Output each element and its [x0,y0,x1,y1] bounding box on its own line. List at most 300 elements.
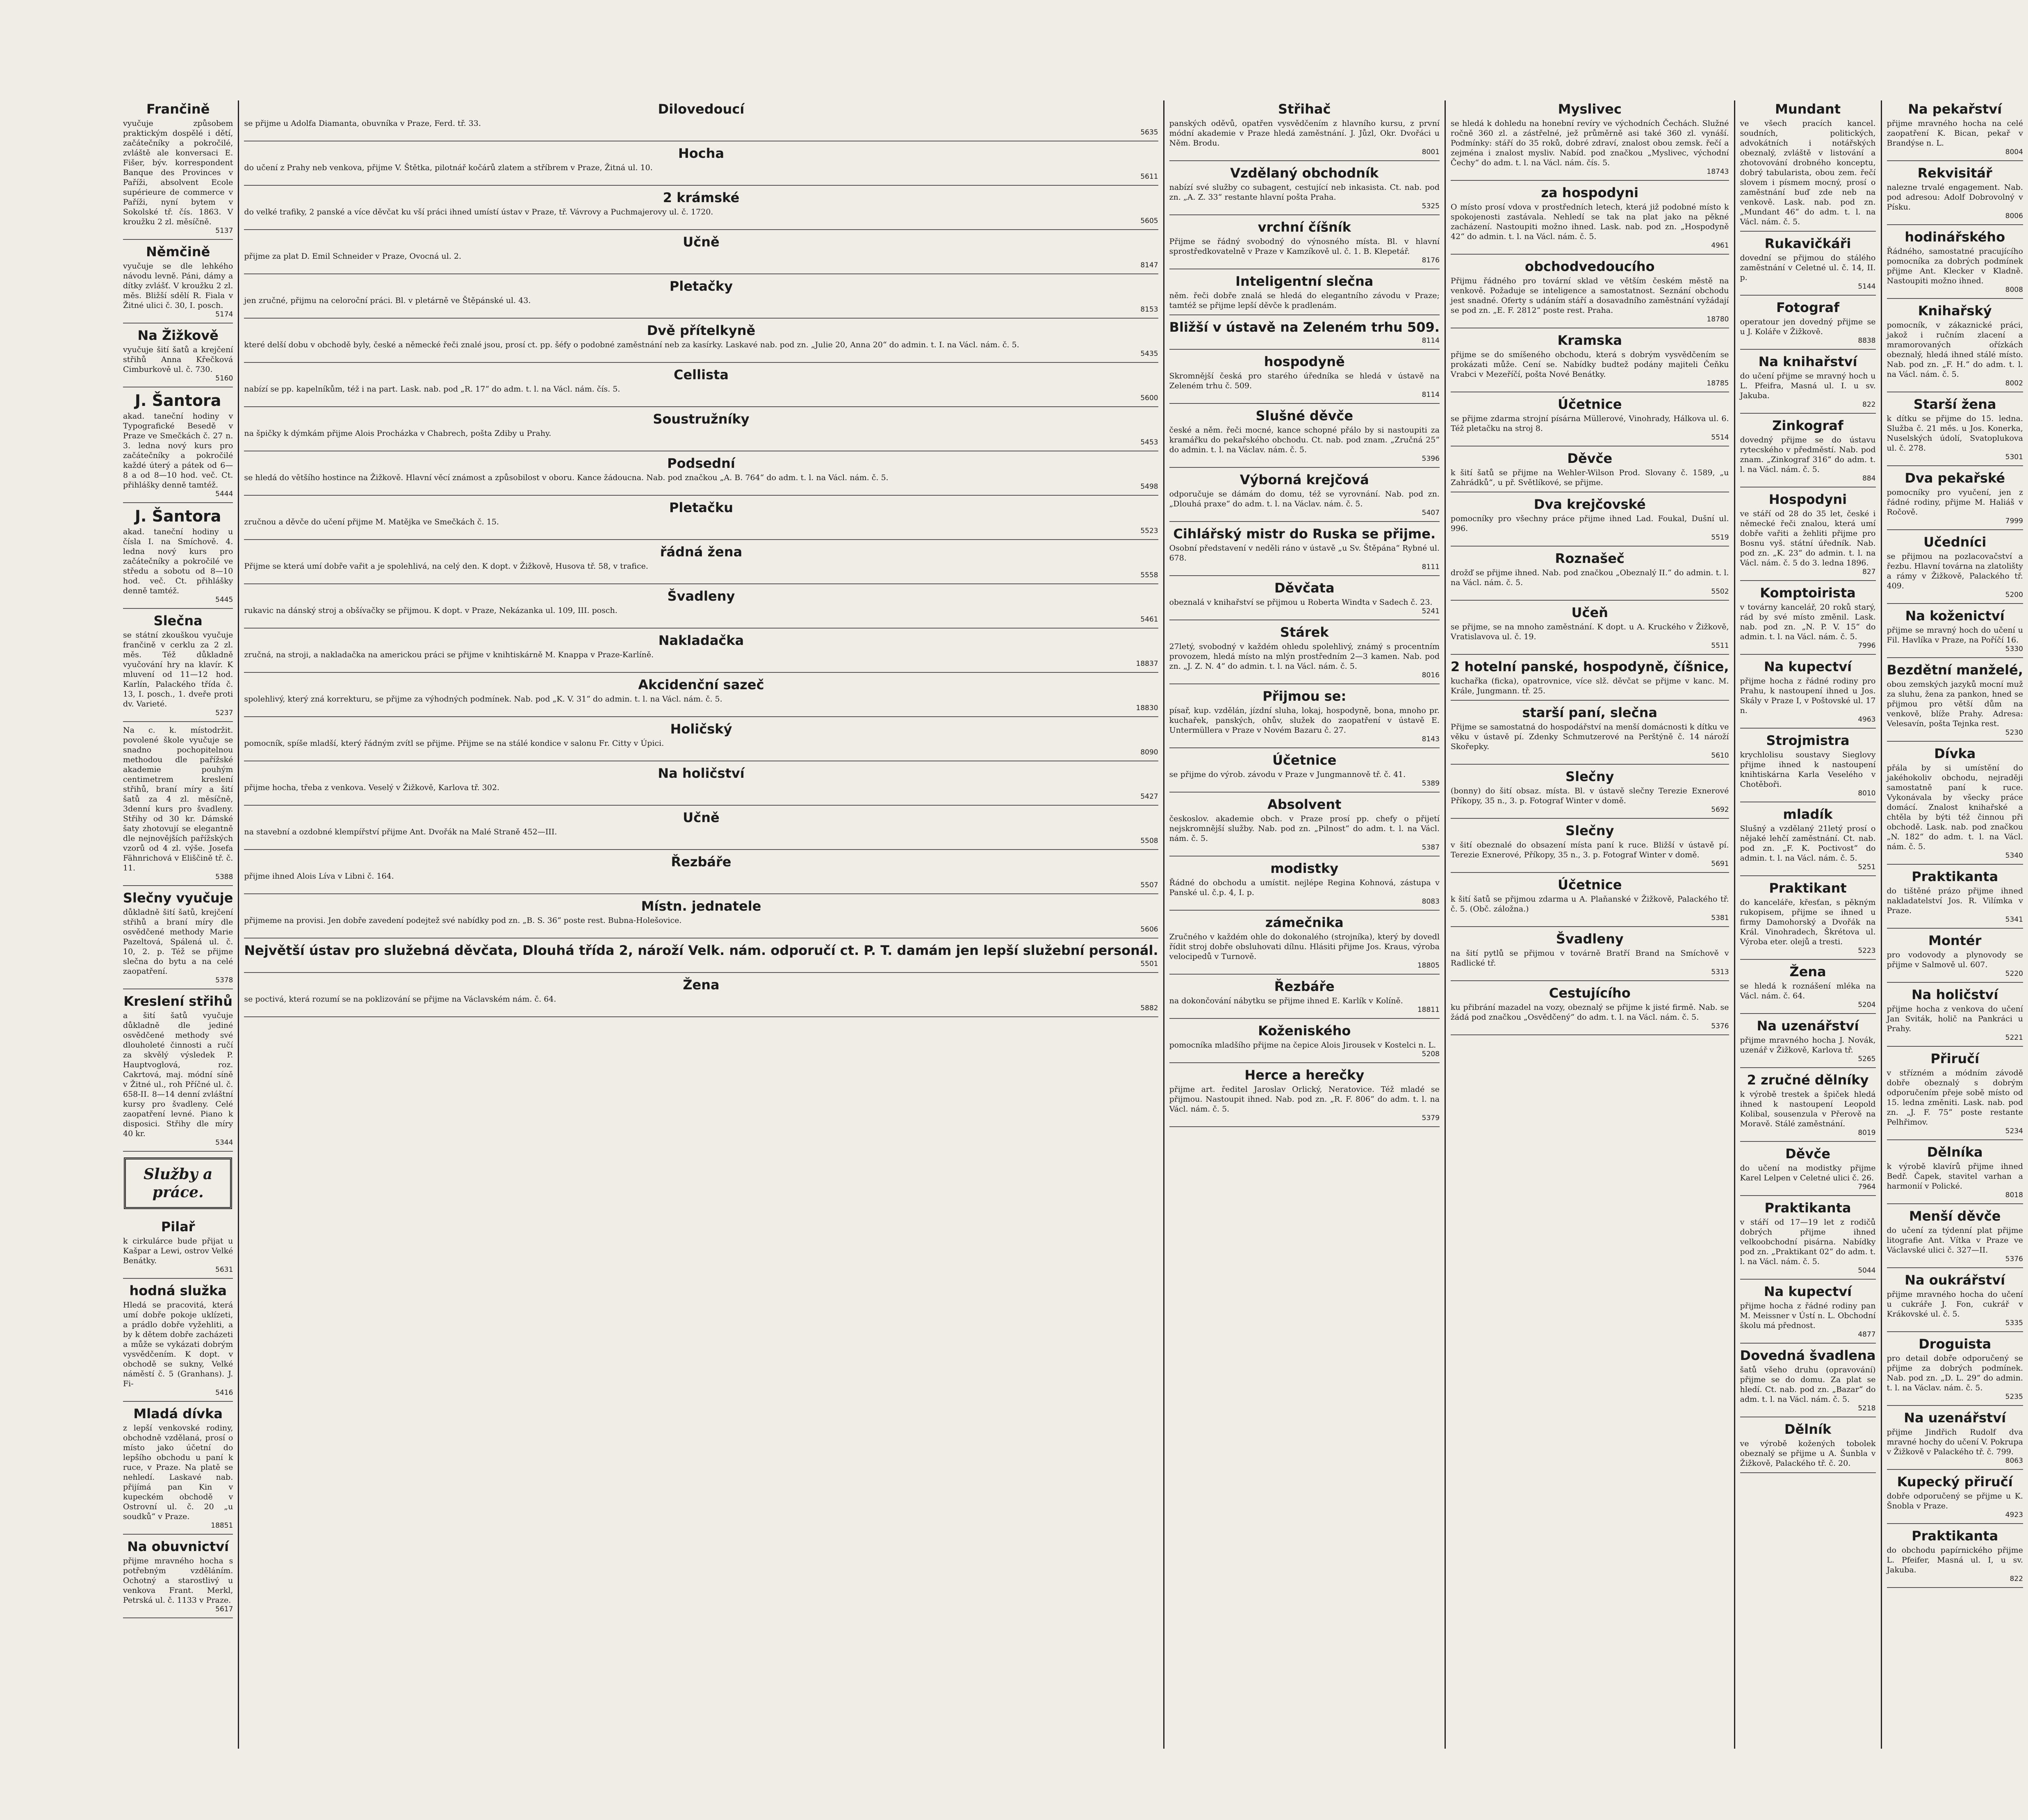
classified-ad [244,806,1158,850]
classified-ad [123,989,233,1152]
ad-body: se přijmou na pozlacovačství a řezbu. Hlavní továrna na zlatolišty a rámy v Žižkově, Palackého tř. 409. [1887,552,2023,590]
ad-body: se státní zkouškou vyučuje frančině v cerklu za 2 zl. měs. Též důkladně vyučování hry na klavír. K mluvení od 11—12 hod. Karlín, Palackého třída č. 13, I. posch., 1. dveře proti dv. Varieté. [123,631,233,708]
ad-number: 8018 [2005,1191,2023,1199]
ad-body: akad. taneční hodiny u čísla I. na Smíchově. 4. ledna nový kurs pro začátečníky a pokročilé ve středu a sobotu od 8—10 hod. več. Ct. přihlášky denně tamtéž. [123,527,233,595]
classified-ad [1169,620,1440,684]
ad-body: Řádného, samostatné pracujícího pomocníka za dobrých podmínek přijme Ant. Klecker v Kladně. Nastoupiti možno ihned. [1887,247,2023,285]
classified-ad [1887,299,2023,392]
ad-number: 5882 [1140,1004,1158,1012]
ad-body: Skromnější česká pro starého úředníka se hledá v ústavě na Zeleném trhu č. 509. [1169,371,1440,390]
ad-heading: Koženiského [1258,1023,1351,1039]
ad-heading: Němčině [146,244,210,260]
ad-number: 8153 [1140,305,1158,314]
ad-number: 18805 [1417,961,1440,970]
ad-body: přijme mravného hocha na celé zaopatření K. Bican, pekař v Brandýse n. L. [1887,119,2023,148]
ad-number: 5600 [1140,394,1158,402]
ad-body: dovedný přijme se do ústavu rytecského v předměstí. Nab. pod znam. „Zinkograf 316“ do adm. t. l. na Václ. nám. č. 5. [1740,435,1876,474]
ad-body: do učení přijme se mravný hoch u L. Pfeifra, Masná ul. I. u sv. Jakuba. [1740,371,1876,400]
ad-heading: Na holičství [658,765,745,781]
ad-number: 5376 [2005,1255,2023,1263]
classified-ad [1887,101,2023,161]
ad-body: do učení z Prahy neb venkova, přijme V. Štětka, pilotnář kočárů zlatem a stříbrem v Praze, Žitná ul. 10. [244,163,653,172]
classified-ad [1887,161,2023,225]
ad-number: 5241 [1422,607,1440,615]
ad-body: v továrny kancelář, 20 roků starý, rád by své místo změnil. Lask. nab. pod zn. „N. P. V. 15“ do admin. t. l. na Václ. nám. č. 5. [1740,603,1876,641]
classified-ad [1887,1332,2023,1406]
column-2 [238,100,1163,1749]
ad-body: přijme Jindřich Rudolf dva mravné hochy do učení V. Pokrupa v Žižkově v Palackého tř. č. 799. [1887,1428,2023,1456]
ad-body: Přijme se která umí dobře vařit a je spolehlivá, na celý den. K dopt. v Žižkově, Husova tř. 58, v trafice. [244,562,648,571]
ad-number: 5251 [1858,863,1876,871]
ad-body: k dítku se přijme do 15. ledna. Služba č. 21 měs. u Jos. Konerka, Nuselských údolí, Svatoplukova ul. č. 278. [1887,414,2023,453]
ad-number: 5344 [215,1139,233,1147]
classified-ad [1740,581,1876,655]
classified-ad [1451,873,1729,927]
ad-body: na šití pytlů se přijmou v továrně Bratří Brand na Smíchově v Radlické tř. [1450,949,1729,968]
classified-ad [1169,748,1440,793]
ad-body: Slušný a vzdělaný 21letý prosí o nějaké lehčí zaměstnání. Ct. nab. pod zn. „F. K. Poctivost“ do admin. t. l. na Václ. nám. č. 5. [1740,824,1876,863]
classified-ad [1740,1417,1876,1473]
ad-body: přála by si umístění do jakéhokoliv obchodu, nejraději samostatně paní k ruce. Vykonávala by všecky práce domácí. Znalost knihařské a chtěla by býti též činnou při obchodě. Lask. nab. pod značkou „N. 182“ do adm. t. l. na Václ. nám. č. 5. [1887,763,2023,851]
classified-ad [1451,181,1729,255]
ad-body: ve stáří od 28 do 35 let, české i německé řeči znalou, která umí dobře vařiti a žehliti přijme pro Bosnu vyš. státní úředník. Nab. pod zn. „K. 23“ do admin. t. l. na Václ. nám. č. 5 do 3. ledna 1896. [1740,509,1876,567]
column-5 [1734,100,1881,1749]
ad-body: krychlolisu soustavy Sieglovy přijme ihned k nastoupení knihtiskárna Karla Veselého v Chotěboři. [1740,750,1876,789]
classified-ad [1169,404,1440,468]
ad-heading: Hospodyni [1768,492,1847,507]
ad-heading: Soustružníky [653,411,750,427]
ad-body: pomocník, spíše mladší, který řádným zvítl se přijme. Přijme se na stálé kondice v salonu Fr. Citty v Úpici. [244,739,664,748]
ad-number: 4877 [1858,1330,1876,1339]
ad-number: 7999 [2005,517,2023,525]
ad-number: 8114 [1422,337,1440,345]
ad-heading: Na pekařství [1908,101,2002,117]
ad-number: 5340 [2005,852,2023,860]
ad-heading: Děvčata [1274,580,1335,596]
ad-heading: Absolvent [1267,797,1342,812]
classified-ad [1169,576,1440,620]
ad-body: na špičky k dýmkám přijme Alois Procházka v Chabrech, pošta Zdiby u Prahy. [244,429,551,438]
ad-heading: Děvče [1785,1146,1830,1162]
ad-heading: mladík [1783,806,1833,822]
ad-number: 8176 [1422,256,1440,264]
ad-body: přijme se mravný hoch do učení u Fil. Havlíka v Praze, na Poříčí 16. [1887,626,2023,645]
ad-heading: za hospodyni [1541,185,1638,200]
ad-heading: Učedníci [1923,534,1987,550]
section-heading: Služby a práce. [124,1157,232,1209]
ad-number: 5396 [1422,455,1440,463]
ad-number: 8008 [2005,286,2023,294]
ad-number: 4963 [1858,715,1876,724]
classified-ad [244,850,1158,894]
classified-ad [1887,742,2023,865]
classified-ad [1169,684,1440,748]
ad-number: 7964 [1858,1183,1876,1191]
classified-ad [123,1215,233,1279]
ad-number: 8083 [1422,897,1440,906]
classified-ad [244,319,1158,363]
ad-heading: Výborná krejčová [1240,472,1369,487]
ad-body: zručná, na stroji, a nakladačka na americkou práci se přijme v knihtiskárně M. Knappa v Praze-Karlíně. [244,650,654,659]
ad-number: 18743 [1707,168,1729,176]
classified-ad [123,609,233,722]
ad-heading: Cestujícího [1549,985,1631,1001]
classified-ad [1887,1524,2023,1588]
classified-ad [1740,487,1876,581]
ad-body: k šití šatů se přijme na Wehler-Wilson Prod. Slovany č. 1589, „u Zahrádků“, u př. Světlíkové, se přijme. [1450,468,1729,487]
ad-number: 822 [1862,401,1876,409]
newspaper-page [123,100,2023,1749]
classified-ad [1740,876,1876,960]
classified-ad [1451,701,1729,765]
ad-heading: Zinkograf [1772,418,1843,433]
ad-number: 5230 [2005,729,2023,737]
ad-heading: 2 zručné dělníky [1747,1072,1869,1088]
ad-number: 8002 [2005,379,2023,387]
classified-ad [1887,1406,2023,1470]
ad-number: 5611 [1140,173,1158,181]
classified-ad [1451,601,1729,655]
ad-heading: Učeň [1571,605,1608,620]
classified-ad [1740,1344,1876,1417]
classified-ad [1451,255,1729,328]
ad-heading: Slečna [153,613,203,629]
ad-body: se hledá do většího hostince na Žižkově. Hlavní věcí známost a způsobilost v oboru. Kance žádoucna. Nab. pod značkou „A. B. 764“ do adm. t. l. na Václ. nám. č. 5. [244,473,889,482]
ad-number: 5617 [215,1605,233,1613]
ad-body: z lepší venkovské rodiny, obchodně vzdělaná, prosí o místo jako účetní do lepšího obchodu u paní k ruce, v Praze. Na platě se nehledí. Laskavé nab. přijímá pan Kin v kupeckém obchodě v Ostrovní ul. č. 20 „u soudků“ v Praze. [123,1424,233,1521]
ad-heading: Droguista [1919,1336,1992,1352]
ad-number: 5523 [1140,527,1158,535]
ad-body: přijme art. ředitel Jaroslav Orlický, Neratovice. Též mladé se přijmou. Nastoupit ihned. Nab. pod zn. „R. F. 806“ do adm. t. l. na Václ. nám. č. 5. [1169,1085,1440,1114]
ad-number: 5389 [1422,779,1440,788]
ad-number: 5511 [1711,642,1729,650]
classified-ad [244,629,1158,673]
ad-heading: hodná služka [129,1283,227,1298]
ad-body: se přijme u Adolfa Diamanta, obuvníka v Praze, Ferd. tř. 33. [244,119,481,128]
ad-number: 8090 [1140,748,1158,756]
ad-body: nabízí své služby co subagent, cestující neb inkasista. Ct. nab. pod zn. „A. Z. 33“ restante hlavní pošta Praha. [1169,183,1440,202]
ad-body: ve všech pracích kancel. soudních, politických, advokátních i notářských obeznalý, zvláště v listování a zhotovování drobného konceptu, dobrý tabularista, obou zem. řečí slovem i písmem mocný, prosí o zaměstnání buď zde neb na venkově. Lask. nab. pod zn. „Mundant 46“ do adm. t. l. na Václ. nám. č. 5. [1740,119,1876,226]
ad-heading: zámečnika [1265,915,1344,930]
ad-body: nalezne trvalé engagement. Nab. pod adresou: Adolf Dobrovolný v Písku. [1887,183,2023,212]
classified-ad [1451,101,1729,181]
ad-number: 5445 [215,596,233,604]
ad-heading: Dívka [1934,746,1976,761]
ad-heading: Holičský [670,721,732,737]
classified-ad [1887,865,2023,929]
ad-number: 5605 [1140,217,1158,225]
classified-ad [1169,315,1440,350]
ad-heading: řádná žena [660,544,743,560]
ad-heading: Cihlářský mistr do Ruska se přijme. [1173,526,1436,542]
ad-heading: Rukavičkáři [1764,236,1851,251]
classified-ad [244,141,1158,186]
ad-body: se přijme, se na mnoho zaměstnání. K dopt. u A. Kruckého v Žižkově, Vratislavova ul. č. 19. [1450,622,1729,641]
ad-number: 8016 [1422,671,1440,679]
ad-body: ve výrobě kožených tobolek obeznalý se přijme u A. Šunbla v Žižkově, Palackého tř. č. 20. [1740,1439,1876,1468]
classified-ad [244,717,1158,761]
ad-heading: Podsední [667,456,735,471]
ad-heading: Menší děvče [1909,1208,2001,1224]
column-4 [1445,100,1734,1749]
ad-number: 8147 [1140,261,1158,269]
ad-number: 5341 [2005,916,2023,924]
ad-number: 18837 [1136,660,1158,668]
classified-ad [1451,765,1729,819]
ad-number: 18785 [1707,379,1729,387]
ad-heading: Účetnice [1558,396,1622,412]
ad-body: operatour jen dovedný přijme se u J. Koláře v Žižkově. [1740,317,1876,336]
ad-body: do tištěné prázo přijme ihned nakladatelství Jos. R. Vilímka v Praze. [1887,886,2023,915]
ad-heading: Na uzenářství [1904,1410,2006,1426]
classified-ad [244,186,1158,230]
ad-number: 5044 [1858,1266,1876,1275]
ad-body: zručnou a děvče do učení přijme M. Matějka ve Smečkách č. 15. [244,517,499,526]
classified-ad [1451,392,1729,446]
classified-ad [244,938,1158,973]
classified-ad [1740,802,1876,876]
ad-heading: Na Žižkově [137,328,219,343]
ad-number: 8006 [2005,212,2023,220]
ad-body: Přijmu řádného pro tovární sklad ve větším českém městě na venkově. Požaduje se inteligence a samostatnost. Seznání obchodu jest snadné. Oferty s udáním stáří a dosavadního zaměstnání vyžádají se pod zn. „E. F. 2812“ poste rest. Praha. [1450,276,1729,315]
ad-heading: Praktikanta [1764,1200,1851,1216]
ad-heading: J. Šantora [134,507,221,525]
classified-ad [1451,819,1729,873]
classified-ad [1451,655,1729,701]
ad-heading: Účetnice [1272,752,1337,768]
ad-heading: Slečny [1565,823,1614,838]
ad-heading: Bezdětní manželé, [1887,662,2023,678]
ad-body: k výrobě klavírů přijme ihned Bedř. Čapek, stavitel varhan a harmonií v Polické. [1887,1162,2023,1191]
classified-ad [1169,522,1440,576]
ad-heading: hospodyně [1264,354,1345,369]
ad-body: se hledá k roznášení mléka na Václ. nám. č. 64. [1740,982,1876,1000]
ad-heading: Na koženictví [1905,608,2005,624]
classified-ad [1740,1014,1876,1068]
ad-body: rukavic na dánský stroj a obšívačky se přijmou. K dopt. v Praze, Nekázanka ul. 109, III. posch. [244,606,618,615]
classified-ad [1169,856,1440,911]
ad-number: 5558 [1140,571,1158,579]
ad-heading: Slečny [1565,769,1614,784]
classified-ad [1451,492,1729,547]
classified-ad [123,722,233,886]
ad-body: přijmeme na provisi. Jen dobře zavedení podejtež své nabídky pod zn. „B. S. 36“ poste rest. Bubna-Holešovice. [244,916,682,925]
ad-heading: Dělník [1784,1421,1832,1437]
ad-number: 18780 [1707,315,1729,323]
ad-body: v střízném a módním závodě dobře obeznalý s dobrým odporučením přeje sobě místo od 15. ledna změniti. Lask. nab. pod zn. „J. F. 75“ poste restante Pelhřimov. [1887,1068,2023,1127]
ad-number: 4961 [1711,241,1729,250]
ad-heading: Střihač [1278,101,1331,117]
classified-ad [1740,1280,1876,1344]
ad-number: 5381 [1711,914,1729,922]
classified-ad [123,1402,233,1535]
ad-body: Na c. k. místodržit. povolené škole vyučuje se snadno pochopitelnou methodou dle pařížské akademie pouhým centimetrem kreslení střihů, braní míry a šití šatů za 4 zl. měsíčně, 3denní kurs pro švadleny. Střihy od 30 kr. Dámské šaty zhotovují se elegantně dle nejnovějších pařížských vzorů od 4 zl. výše. Josefa Fähnrichová v Eliščině tř. č. 11. [123,726,233,872]
classified-ad [1887,1268,2023,1332]
ad-heading: Nakladačka [658,633,744,648]
ad-body: O místo prosí vdova v prostředních letech, která již podobné místo k spokojenosti zastávala. Nehledí se tak na plat jako na pěkné zacházení. Nastoupiti možno ihned. Lask. nab. pod zn. „Hospodyně 42“ do admin. t. l. na Václ. nám. č. 5. [1450,203,1729,241]
ad-body: pomocníky pro všechny práce přijme ihned Lad. Foukal, Dušní ul. 996. [1450,514,1729,533]
classified-ad [244,673,1158,717]
ad-number: 5220 [2005,970,2023,978]
classified-ad [1740,1068,1876,1142]
ad-number: 5235 [2005,1393,2023,1401]
classified-ad [123,1535,233,1618]
classified-ad [1740,350,1876,414]
classified-ad [1451,328,1729,392]
ad-number: 5635 [1140,128,1158,137]
ad-heading: Kreslení střihů [123,993,232,1009]
ad-body: Přijme se řádný svobodný do výnosného místa. Bl. v hlavní sprostředkovatelně v Praze v Kamzíkově ul. č. 1. B. Klepetář. [1169,237,1440,256]
classified-ad [1887,1047,2023,1140]
classified-ad [1740,960,1876,1014]
ad-heading: Pilař [161,1219,195,1235]
classified-ad [1169,350,1440,404]
classified-ad [123,101,233,240]
ad-heading: Švadleny [667,588,735,604]
ad-body: do obchodu papírnického přijme L. Pfeifer, Masná ul. I, u sv. Jakuba. [1887,1546,2023,1574]
ad-number: 8114 [1422,391,1440,399]
classified-ad [244,451,1158,496]
ad-body: které delší dobu v obchodě byly, české a německé řeči znalé jsou, prosí ct. pp. šéfy o podobné zaměstnání neb za kasírky. Laskavé nab. pod zn. „Julie 20, Anna 20“ do admin. t. I. na Václ. nám. č. 5. [244,340,1019,349]
classified-ad [1887,466,2023,530]
ad-number: 5379 [1422,1114,1440,1122]
ad-heading: Frančině [146,101,210,117]
ad-heading: Slečny vyučuje [123,890,233,906]
ad-number: 5498 [1140,483,1158,491]
ad-number: 5160 [215,374,233,383]
ad-heading: Dvě přítelkyně [647,323,756,338]
ad-number: 5237 [215,709,233,717]
ad-number: 5223 [1858,947,1876,955]
ad-body: důkladně šití šatů, krejčení střihů a braní míry dle osvědčené methody Marie Pazeltová, Spálená ul. č. 10, 2. p. Též se přijme slečna do bytu a na celé zaopatření. [123,908,233,976]
ad-heading: Pletačku [669,500,734,515]
ad-number: 5200 [2005,591,2023,599]
ad-number: 8838 [1858,337,1876,345]
classified-ad [1887,658,2023,742]
ad-heading: Montér [1928,933,1982,948]
ad-number: 8111 [1422,563,1440,571]
classified-ad [1169,269,1440,315]
ad-number: 5330 [2005,645,2023,653]
ad-heading: Dovedná švadlena [1740,1348,1876,1363]
ad-body: české a něm. řeči mocné, kance schopné přálo by si nastoupiti za kramářku do pekařského obchodu. Ct. nab. pod znam. „Zručná 25“ do admin. t. l. na Václav. nám. č. 5. [1169,426,1440,454]
ad-body: akad. taneční hodiny v Typografické Besedě v Praze ve Smečkách č. 27 n. 3. ledna nový kurs pro začátečníky a pokročilé každé úterý a pátek od 6—8 a od 8—10 hod. več. Ct. přihlášky denně tamtéž. [123,412,233,490]
classified-ad [1740,1196,1876,1280]
ad-heading: Řezbáře [1274,979,1335,994]
ad-number: 5218 [1858,1404,1876,1412]
ad-number: 5137 [215,227,233,235]
ad-heading: Slušné děvče [1256,408,1354,424]
ad-body: Přijme se samostatná do hospodářství na menší domácnosti k dítku ve věku v ústavě pí. Zdenky Schmutzerové na Perštýně č. 14 nároží Skořepky. [1450,722,1729,751]
column-6 [1881,100,2028,1749]
ad-body: do kanceláře, křesťan, s pěkným rukopisem, přijme se ihned u firmy Damohorský a Dvořák na Král. Vinohradech, Škrétova ul. Výroba eter. olejů a tresti. [1740,898,1876,946]
ad-heading: Dva krejčovské [1534,497,1646,512]
ad-heading: Komptoirista [1760,585,1856,601]
ad-heading: Účetnice [1558,877,1622,893]
classified-ad [244,584,1158,629]
ad-body: Osobní představení v neděli ráno v ústavě „u Sv. Štěpána“ Rybné ul. 678. [1169,544,1440,563]
column-3 [1163,100,1445,1749]
ad-number: 5502 [1711,588,1729,596]
ad-number: 5519 [1711,533,1729,542]
classified-ad [1887,530,2023,604]
ad-heading: Akcidenční sazeč [638,677,764,692]
ad-heading: Učně [683,810,720,825]
classified-ad [1169,468,1440,522]
ad-heading: Na kupectví [1764,659,1852,674]
ad-heading: Praktikant [1769,880,1847,896]
ad-number: 7996 [1858,642,1876,650]
ad-heading: Knihařský [1918,303,1992,319]
ad-number: 822 [2010,1575,2023,1583]
ad-heading: Přiručí [1930,1051,1980,1066]
ad-number: 5265 [1858,1055,1876,1063]
ad-body: se přijme zdarma strojní písárna Müllerové, Vinohrady, Hálkova ul. 6. Též pletačku na stroj 8. [1450,414,1729,433]
ad-body: se přijme do výrob. závodu v Praze v Jungmannově tř. č. 41. [1169,770,1406,779]
ad-heading: Praktikanta [1912,1528,1998,1544]
ad-body: se hledá k dohledu na honební revíry ve východních Čechách. Služné ročně 360 zl. a zástřelné, jež průměrně asi také 360 zl. vynáší. Podmínky: stáří do 35 roků, dobré zdraví, znalost obou zemsk. řečí a zejména i znalost mysliv. Nabíd. pod značkou „Myslivec, východní Čechy“ do adm. t. l. na Václ. nám. čís. 5. [1450,119,1729,167]
ad-heading: Fotograf [1776,300,1840,315]
ad-number: 5376 [1711,1022,1729,1030]
ad-body: českoslov. akademie obch. v Praze prosí pp. chefy o přijetí nejskromnější služby. Nab. pod zn. „Pilnost“ do adm. t. l. na Václ. nám. č. 5. [1169,814,1440,843]
ad-number: 5691 [1711,860,1729,868]
classified-ad [1887,392,2023,466]
ad-number: 5514 [1711,433,1729,442]
classified-ad [244,363,1158,407]
ad-body: přijme hocha z řádné rodiny pro Prahu, k nastoupení ihned u Jos. Skály v Praze I, v Poštovské ul. 17 n. [1740,677,1876,715]
ad-body: vyučuje způsobem praktickým dospělé i dětí, začátečníky a pokročilé, zvláště ale konversaci E. Fišer, býv. korrespondent Banque des Provinces v Paříži, absolvent Ecole supérieure de commerce v Paříži, nyní bytem v Sokolské tř. čís. 1863. V kroužku 2 zl. měsíčně. [123,119,233,226]
classified-ad [1740,414,1876,487]
classified-ad [123,1279,233,1402]
classified-ad [1169,1019,1440,1063]
ad-heading: Cellista [673,367,729,383]
ad-number: 5144 [1858,282,1876,291]
classified-ad [1169,911,1440,975]
ad-heading: Dva pekařské [1905,470,2005,486]
ad-heading: Starší žena [1913,396,1996,412]
ad-body: k výrobě trestek a špiček hledá ihned k nastoupení Leopold Kolibal, sousenzula v Přerově na Moravě. Stálé zaměstnání. [1740,1090,1876,1128]
ad-body: šatů všeho druhu (opravování) přijme se do domu. Za plat se hledí. Ct. nab. pod zn. „Bazar“ do adm. t. l. na Václ. nám. č. 5. [1740,1365,1876,1404]
ad-heading: Hocha [678,146,725,161]
ad-body: přijme za plat D. Emil Schneider v Praze, Ovocná ul. 2. [244,252,462,261]
classified-ad [1887,1140,2023,1204]
ad-number: 5461 [1140,615,1158,624]
classified-ad [1169,975,1440,1019]
ad-body: panských oděvů, opatřen vysvědčením z hlavního kursu, z první módní akademie v Praze hledá zaměstnání. J. Jůzl, Okr. Dvořáci u Něm. Brodu. [1169,119,1440,148]
ad-body: pomocníka mladšího přijme na čepice Alois Jirousek v Kostelci n. L. [1169,1041,1436,1050]
ad-body: nabízí se pp. kapelníkům, též i na part. Lask. nab. pod „R. 17“ do adm. t. l. na Václ. nám. čís. 5. [244,385,620,394]
ad-heading: Místn. jednatele [641,898,761,914]
ad-body: na stavební a ozdobné klempířství přijme Ant. Dvořák na Malé Straně 452—III. [244,827,557,836]
ad-number: 884 [1862,474,1876,483]
ad-heading: Největší ústav pro služebná děvčata, Dlouhá třída 2, nároží Velk. nám. odporučí ct. P. T. damám jen lepší služební personál. [244,943,1158,958]
classified-ad [1740,1142,1876,1196]
ad-heading: Myslivec [1558,101,1622,117]
ad-heading: Na kupectví [1764,1284,1852,1299]
ad-body: jen zručné, přijmu na celoroční práci. Bl. v pletárně ve Štěpánské ul. 43. [244,296,531,305]
ad-heading: Přijmou se: [1262,688,1347,704]
classified-ad [244,230,1158,274]
ad-body: Zručného v každém ohle do dokonalého (strojníka), který by dovedl řídit stroj dobře obsluhovati dílnu. Hlásiti přijme Jos. Kraus, výroba velocipedů v Turnově. [1169,932,1440,961]
ad-heading: Inteligentní slečna [1235,273,1374,289]
ad-heading: Na obuvnictví [127,1539,229,1554]
classified-ad [123,240,233,323]
ad-body: obeznalá v knihařství se přijmou u Roberta Windta v Sadech č. 23. [1169,598,1433,607]
ad-heading: obchodvedoucího [1524,259,1655,274]
ad-body: pomocníky pro vyučení, jen z řádné rodiny, přijme M. Haliáš v Ročově. [1887,488,2023,517]
classified-ad [123,886,233,989]
classified-ad [1169,793,1440,856]
